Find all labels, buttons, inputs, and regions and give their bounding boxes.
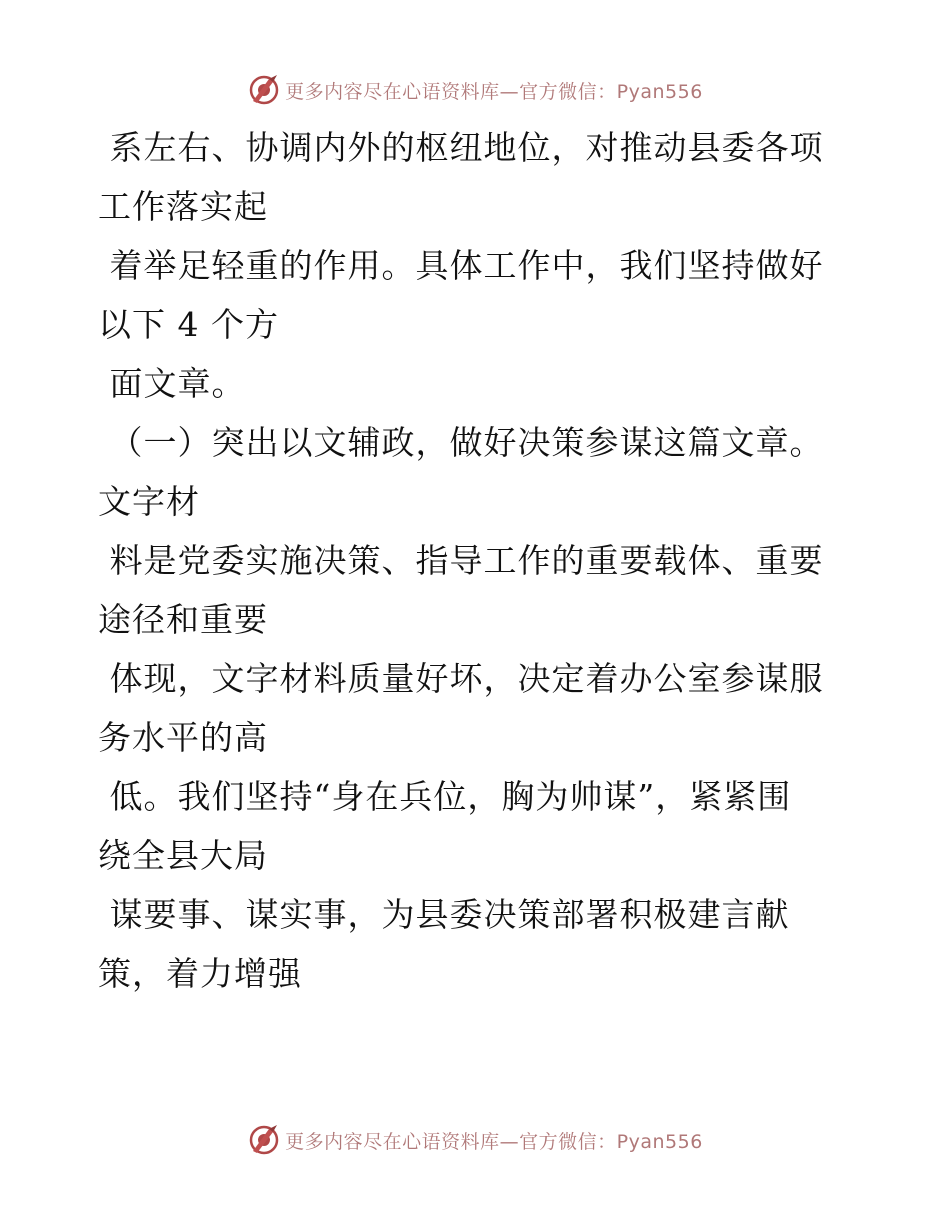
text-line: 务水平的高 [98,718,268,757]
text-line: 面文章。 [98,364,246,403]
text-line: 系左右、协调内外的枢纽地位，对推动县委各项 [98,128,824,167]
text-line: 途径和重要 [98,600,268,639]
text-line: 文字材 [98,482,200,521]
text-line: 体现，文字材料质量好坏，决定着办公室参谋服 [98,659,824,698]
footer-banner-inner [247,1123,703,1157]
quill-seal-icon [247,1123,281,1157]
text-line: 谋要事、谋实事，为县委决策部署积极建言献 [98,895,790,934]
text-line: 策，着力增强 [98,954,302,993]
header-banner [0,70,950,110]
header-banner-text: 更多内容尽在心语资料库—官方微信：Pyan556 [285,80,703,103]
text-line: 以下 4 个方 [98,305,279,344]
text-line: 着举足轻重的作用。具体工作中，我们坚持做好 [98,246,824,285]
quill-seal-icon [247,73,281,107]
text-line: 料是党委实施决策、指导工作的重要载体、重要 [98,541,824,580]
footer-banner [0,1120,950,1160]
footer-banner-text: 更多内容尽在心语资料库—官方微信：Pyan556 [285,1130,703,1153]
text-line: 绕全县大局 [98,836,268,875]
document-body [98,118,858,1003]
text-line: 工作落实起 [98,187,268,226]
text-line: 低。我们坚持“身在兵位，胸为帅谋”，紧紧围 [98,777,792,816]
header-banner-inner [247,73,703,107]
text-line: （一）突出以文辅政，做好决策参谋这篇文章。 [98,423,824,462]
